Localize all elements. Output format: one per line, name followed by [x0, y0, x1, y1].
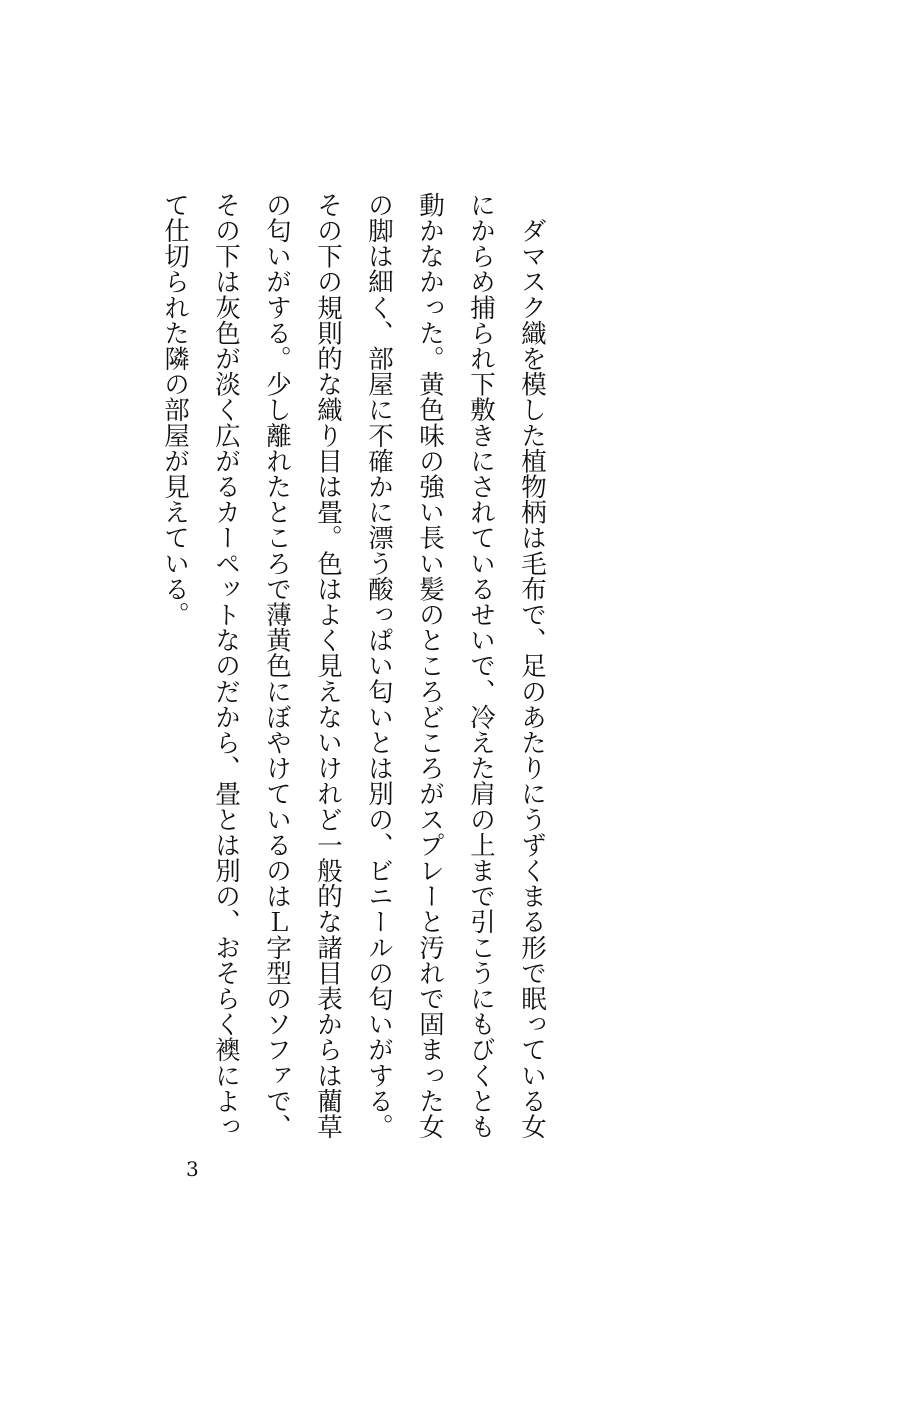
text-column-5: その下の規則的な織り目は畳。色はよく見えないけれど一般的な諸目表からは藺草 [313, 192, 343, 1140]
text-column-1: ダマスク織を模した植物柄は毛布で、足のあたりにうずくまる形で眠っている女 [517, 192, 547, 1140]
vertical-text-body [160, 192, 550, 1140]
text-column-7: その下は灰色が淡く広がるカーペットなのだから、畳とは別の、おそらく襖によっ [211, 192, 241, 1140]
page-number: 3 [186, 1157, 199, 1181]
text-column-3: 動かなかった。黄色味の強い長い髪のところどころがスプレーと汚れで固まった女 [415, 192, 445, 1140]
text-column-2: にからめ捕られ下敷きにされているせいで、冷えた肩の上まで引こうにもびくとも [466, 192, 496, 1140]
text-column-4: の脚は細く、部屋に不確かに漂う酸っぱい匂いとは別の、ビニールの匂いがする。 [364, 192, 394, 1140]
text-column-8: て仕切られた隣の部屋が見えている。 [160, 192, 190, 628]
text-column-6: の匂いがする。少し離れたところで薄黄色にぼやけているのはＬ字型のソファで、 [262, 192, 292, 1140]
